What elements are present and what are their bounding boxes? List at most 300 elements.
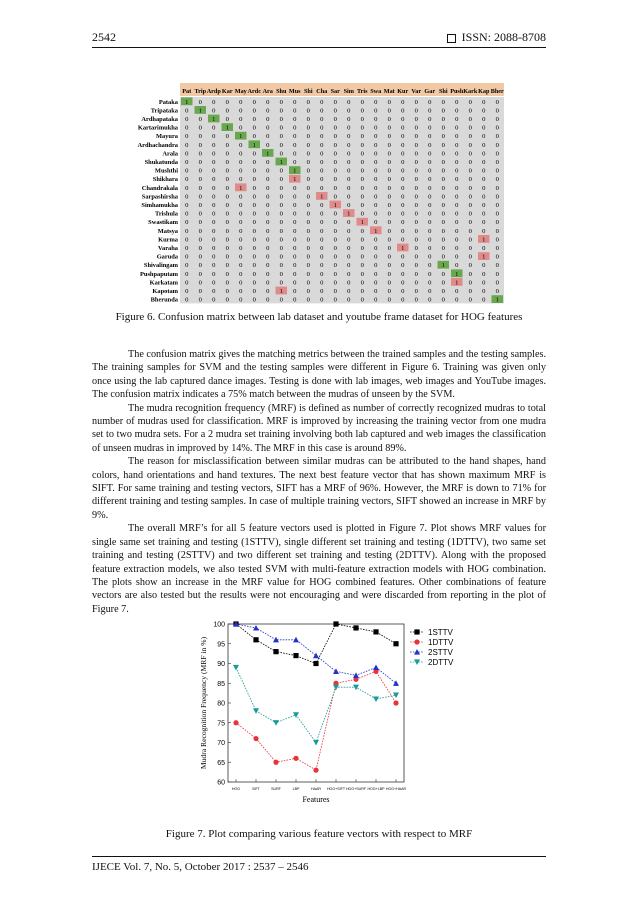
matrix-cell: 0 bbox=[293, 262, 297, 270]
matrix-cell: 0 bbox=[387, 98, 391, 106]
matrix-cell: 0 bbox=[495, 236, 499, 244]
y-tick-label: 65 bbox=[217, 759, 225, 767]
matrix-cell: 0 bbox=[320, 296, 324, 304]
matrix-cell: 0 bbox=[293, 98, 297, 106]
legend-label: 2DTTV bbox=[428, 658, 454, 667]
matrix-cell: 1 bbox=[482, 236, 486, 244]
matrix-cell: 0 bbox=[468, 167, 472, 175]
matrix-cell: 0 bbox=[212, 253, 216, 261]
matrix-cell: 0 bbox=[495, 219, 499, 227]
matrix-cell: 0 bbox=[185, 133, 189, 141]
matrix-cell: 0 bbox=[320, 184, 324, 192]
matrix-cell: 0 bbox=[482, 279, 486, 287]
data-point bbox=[393, 680, 399, 686]
matrix-cell: 0 bbox=[455, 167, 459, 175]
matrix-cell: 0 bbox=[333, 227, 337, 235]
matrix-cell: 0 bbox=[279, 296, 283, 304]
matrix-cell: 0 bbox=[185, 116, 189, 123]
matrix-cell: 0 bbox=[198, 98, 202, 106]
matrix-cell: 0 bbox=[441, 107, 445, 115]
column-label: Shi bbox=[303, 88, 313, 95]
y-tick-label: 60 bbox=[217, 779, 225, 787]
matrix-cell: 1 bbox=[239, 133, 243, 141]
matrix-cell: 0 bbox=[414, 270, 418, 278]
matrix-cell: 0 bbox=[333, 107, 337, 115]
matrix-cell: 0 bbox=[333, 176, 337, 184]
matrix-cell: 0 bbox=[185, 253, 189, 261]
matrix-cell: 0 bbox=[306, 270, 310, 278]
square-bullet-icon bbox=[447, 34, 456, 43]
matrix-cell: 0 bbox=[441, 98, 445, 106]
matrix-cell: 0 bbox=[495, 141, 499, 149]
matrix-cell: 0 bbox=[387, 296, 391, 304]
data-point bbox=[353, 685, 359, 691]
matrix-cell: 0 bbox=[441, 245, 445, 252]
matrix-cell: 0 bbox=[428, 288, 432, 295]
matrix-cell: 0 bbox=[428, 219, 432, 227]
matrix-cell: 0 bbox=[414, 245, 418, 252]
matrix-cell: 0 bbox=[468, 245, 472, 252]
matrix-cell: 0 bbox=[306, 184, 310, 192]
matrix-cell: 0 bbox=[428, 184, 432, 192]
matrix-cell: 0 bbox=[293, 288, 297, 295]
matrix-cell: 0 bbox=[374, 150, 378, 158]
matrix-cell: 0 bbox=[374, 184, 378, 192]
matrix-cell: 0 bbox=[482, 202, 486, 209]
legend-label: 1DTTV bbox=[428, 638, 454, 647]
matrix-cell: 0 bbox=[401, 227, 405, 235]
matrix-cell: 0 bbox=[185, 288, 189, 295]
matrix-cell: 0 bbox=[279, 202, 283, 209]
matrix-cell: 0 bbox=[266, 202, 270, 209]
matrix-cell: 0 bbox=[252, 167, 256, 175]
matrix-cell: 0 bbox=[225, 167, 229, 175]
matrix-cell: 0 bbox=[387, 227, 391, 235]
matrix-cell: 0 bbox=[293, 296, 297, 304]
matrix-cell: 0 bbox=[360, 141, 364, 149]
matrix-cell: 0 bbox=[414, 107, 418, 115]
paragraph-1: The confusion matrix gives the matching metrics between the trained samples and the testing samples. The training samples for SVM and the testing samples were different in Figure 6. Training was given only once using the lab captured dance images. Testing is done with lab images, web images and YouTube images. The confusion matrix indicates a 75% match between the mudras of unseen by the SVM. bbox=[92, 349, 546, 401]
data-point bbox=[373, 664, 379, 670]
matrix-cell: 0 bbox=[347, 176, 351, 184]
matrix-cell: 0 bbox=[495, 133, 499, 141]
matrix-cell: 0 bbox=[279, 116, 283, 123]
matrix-cell: 0 bbox=[279, 262, 283, 270]
matrix-cell: 0 bbox=[360, 167, 364, 175]
matrix-cell: 0 bbox=[320, 236, 324, 244]
matrix-cell: 0 bbox=[347, 150, 351, 158]
matrix-cell: 0 bbox=[414, 202, 418, 209]
matrix-cell: 0 bbox=[333, 150, 337, 158]
matrix-cell: 0 bbox=[293, 245, 297, 252]
matrix-cell: 0 bbox=[441, 159, 445, 166]
paragraph-2: The mudra recognition frequency (MRF) is defined as number of correctly recognized mudras to total number of mudras used for classification. MRF is improved by increasing the training vector from one mudra set to two mudra sets. For a 2 mudra set training involving both lab captured and web images the classification of unseen mudras in improved by 14%. The MRF in this case is around 89%. bbox=[92, 402, 546, 454]
matrix-cell: 0 bbox=[374, 141, 378, 149]
matrix-cell: 0 bbox=[387, 150, 391, 158]
matrix-cell: 0 bbox=[198, 210, 202, 218]
matrix-cell: 0 bbox=[212, 159, 216, 166]
matrix-cell: 0 bbox=[212, 262, 216, 270]
matrix-cell: 0 bbox=[320, 279, 324, 287]
matrix-cell: 0 bbox=[441, 184, 445, 192]
x-tick-label: HOG+LBP bbox=[367, 787, 385, 791]
y-tick-label: 85 bbox=[217, 680, 225, 688]
matrix-cell: 0 bbox=[252, 253, 256, 261]
matrix-cell: 0 bbox=[252, 279, 256, 287]
matrix-cell: 0 bbox=[441, 141, 445, 149]
matrix-cell: 0 bbox=[225, 193, 229, 201]
matrix-cell: 0 bbox=[455, 133, 459, 141]
matrix-cell: 0 bbox=[360, 202, 364, 209]
matrix-cell: 0 bbox=[360, 236, 364, 244]
matrix-cell: 0 bbox=[455, 288, 459, 295]
matrix-cell: 0 bbox=[428, 202, 432, 209]
matrix-cell: 1 bbox=[320, 193, 324, 201]
matrix-cell: 0 bbox=[320, 141, 324, 149]
matrix-cell: 0 bbox=[428, 253, 432, 261]
matrix-cell: 0 bbox=[374, 262, 378, 270]
column-label: Tris bbox=[356, 88, 368, 95]
matrix-cell: 0 bbox=[279, 184, 283, 192]
x-tick-label: HOG bbox=[231, 787, 241, 791]
matrix-cell: 0 bbox=[185, 210, 189, 218]
matrix-cell: 1 bbox=[482, 253, 486, 261]
series-2DTTV bbox=[233, 665, 399, 746]
matrix-cell: 0 bbox=[374, 270, 378, 278]
column-label: Sim bbox=[343, 88, 354, 95]
matrix-cell: 0 bbox=[455, 202, 459, 209]
footer-rule bbox=[92, 856, 546, 857]
matrix-cell: 0 bbox=[468, 193, 472, 201]
matrix-cell: 0 bbox=[468, 184, 472, 192]
matrix-cell: 0 bbox=[401, 219, 405, 227]
matrix-cell: 0 bbox=[387, 133, 391, 141]
matrix-cell: 0 bbox=[306, 167, 310, 175]
matrix-cell: 0 bbox=[252, 133, 256, 141]
matrix-cell: 0 bbox=[212, 124, 216, 132]
matrix-cell: 0 bbox=[252, 116, 256, 123]
column-label: Swa bbox=[370, 88, 382, 95]
matrix-cell: 0 bbox=[198, 270, 202, 278]
matrix-cell: 0 bbox=[293, 236, 297, 244]
matrix-cell: 0 bbox=[333, 141, 337, 149]
column-label: Pat bbox=[182, 88, 192, 95]
matrix-cell: 0 bbox=[225, 262, 229, 270]
matrix-cell: 0 bbox=[293, 116, 297, 123]
matrix-cell: 0 bbox=[266, 167, 270, 175]
matrix-cell: 0 bbox=[239, 107, 243, 115]
matrix-cell: 0 bbox=[441, 202, 445, 209]
matrix-cell: 0 bbox=[333, 210, 337, 218]
matrix-cell: 0 bbox=[279, 245, 283, 252]
matrix-cell: 0 bbox=[293, 210, 297, 218]
matrix-cell: 0 bbox=[468, 141, 472, 149]
matrix-cell: 0 bbox=[279, 279, 283, 287]
matrix-cell: 0 bbox=[441, 219, 445, 227]
matrix-cell: 0 bbox=[185, 219, 189, 227]
matrix-cell: 0 bbox=[441, 176, 445, 184]
matrix-cell: 0 bbox=[495, 202, 499, 209]
row-label: Mushthi bbox=[154, 167, 178, 175]
row-label: Swastikam bbox=[148, 219, 178, 227]
x-tick-label: LBP bbox=[292, 787, 300, 791]
matrix-cell: 0 bbox=[225, 150, 229, 158]
matrix-cell: 0 bbox=[374, 253, 378, 261]
matrix-cell: 0 bbox=[239, 210, 243, 218]
matrix-cell: 0 bbox=[401, 133, 405, 141]
matrix-cell: 1 bbox=[225, 124, 229, 132]
row-label: Pushpaputam bbox=[139, 270, 178, 278]
matrix-cell: 0 bbox=[428, 133, 432, 141]
matrix-cell: 0 bbox=[387, 116, 391, 123]
matrix-cell: 0 bbox=[293, 279, 297, 287]
matrix-cell: 0 bbox=[468, 219, 472, 227]
matrix-cell: 0 bbox=[198, 141, 202, 149]
matrix-cell: 0 bbox=[441, 133, 445, 141]
matrix-cell: 1 bbox=[374, 227, 378, 235]
matrix-cell: 0 bbox=[468, 202, 472, 209]
matrix-cell: 0 bbox=[225, 219, 229, 227]
matrix-cell: 0 bbox=[441, 193, 445, 201]
matrix-cell: 0 bbox=[428, 227, 432, 235]
matrix-cell: 0 bbox=[320, 253, 324, 261]
matrix-cell: 0 bbox=[374, 210, 378, 218]
x-tick-label: HAAR bbox=[311, 787, 321, 791]
matrix-cell: 0 bbox=[306, 98, 310, 106]
matrix-cell: 0 bbox=[414, 227, 418, 235]
data-point bbox=[414, 639, 419, 644]
matrix-cell: 0 bbox=[279, 210, 283, 218]
matrix-cell: 0 bbox=[428, 236, 432, 244]
matrix-cell: 0 bbox=[225, 270, 229, 278]
matrix-cell: 0 bbox=[374, 167, 378, 175]
matrix-cell: 0 bbox=[455, 253, 459, 261]
matrix-cell: 0 bbox=[387, 253, 391, 261]
matrix-cell: 0 bbox=[306, 150, 310, 158]
matrix-cell: 0 bbox=[387, 236, 391, 244]
matrix-cell: 0 bbox=[266, 262, 270, 270]
matrix-cell: 0 bbox=[468, 98, 472, 106]
matrix-cell: 0 bbox=[360, 253, 364, 261]
matrix-cell: 0 bbox=[306, 133, 310, 141]
data-point bbox=[253, 637, 258, 642]
row-label: Tripataka bbox=[150, 107, 178, 115]
row-label: Garuda bbox=[156, 253, 178, 261]
matrix-cell: 0 bbox=[347, 296, 351, 304]
matrix-cell: 0 bbox=[333, 116, 337, 123]
matrix-cell: 1 bbox=[347, 210, 351, 218]
y-tick-label: 100 bbox=[213, 621, 225, 629]
matrix-cell: 0 bbox=[225, 288, 229, 295]
matrix-cell: 0 bbox=[455, 150, 459, 158]
matrix-cell: 0 bbox=[266, 288, 270, 295]
matrix-cell: 0 bbox=[185, 202, 189, 209]
matrix-cell: 0 bbox=[198, 288, 202, 295]
matrix-cell: 0 bbox=[401, 262, 405, 270]
matrix-cell: 0 bbox=[212, 150, 216, 158]
matrix-cell: 0 bbox=[198, 219, 202, 227]
paragraph-3: The reason for misclassification between similar mudras can be attributed to the hand shapes, hand colors, hand orientations and hand textures. The next best feature vector that has shown maximum MRF is SIFT. For same training and testing vectors, SIFT has a MRF of 96%. However, the MRF is down to 71% for different training and testing samples. In case of multiple training vectors, SIFT showed an increase in MRF by 9%. bbox=[92, 456, 546, 521]
matrix-cell: 0 bbox=[468, 296, 472, 304]
matrix-cell: 0 bbox=[252, 150, 256, 158]
matrix-cell: 0 bbox=[266, 253, 270, 261]
matrix-cell: 0 bbox=[333, 296, 337, 304]
matrix-cell: 0 bbox=[387, 270, 391, 278]
matrix-cell: 0 bbox=[212, 98, 216, 106]
matrix-cell: 0 bbox=[185, 159, 189, 166]
matrix-cell: 0 bbox=[347, 288, 351, 295]
column-label: Bher bbox=[490, 88, 504, 95]
column-label: Mus bbox=[288, 88, 301, 95]
matrix-cell: 0 bbox=[482, 116, 486, 123]
matrix-cell: 0 bbox=[266, 159, 270, 166]
matrix-cell: 0 bbox=[414, 193, 418, 201]
matrix-cell: 0 bbox=[495, 98, 499, 106]
matrix-cell: 0 bbox=[347, 193, 351, 201]
data-point bbox=[373, 696, 379, 702]
matrix-cell: 0 bbox=[185, 227, 189, 235]
matrix-cell: 0 bbox=[225, 210, 229, 218]
matrix-cell: 0 bbox=[495, 107, 499, 115]
matrix-cell: 0 bbox=[320, 227, 324, 235]
matrix-cell: 0 bbox=[414, 219, 418, 227]
matrix-cell: 0 bbox=[225, 98, 229, 106]
matrix-cell: 0 bbox=[252, 288, 256, 295]
matrix-cell: 0 bbox=[495, 270, 499, 278]
matrix-cell: 0 bbox=[252, 176, 256, 184]
paragraph-4: The overall MRF’s for all 5 feature vectors used is plotted in Figure 7. Plot shows MRF values for single same set training and testing (1STTV), single different set training and testing (1DTTV), two same set training and testing (2STTV) and two different set training and testing (2DTTV). Along with the proposed feature extraction models, we also tested SVM with multi-feature extraction models with HOG combination. The plots show an increase in the MRF value for HOG combined features. Other combinations of feature vectors are also tested but the results were not encouraging and were discarded from reporting in the plot of Figure 7. bbox=[92, 523, 546, 615]
matrix-cell: 0 bbox=[495, 124, 499, 132]
matrix-cell: 0 bbox=[185, 124, 189, 132]
matrix-cell: 0 bbox=[320, 176, 324, 184]
matrix-cell: 0 bbox=[414, 184, 418, 192]
y-axis-label: Mudra Recognition Frequency (MRF in %) bbox=[199, 636, 208, 770]
matrix-cell: 0 bbox=[495, 279, 499, 287]
matrix-cell: 0 bbox=[387, 159, 391, 166]
matrix-cell: 0 bbox=[306, 262, 310, 270]
data-point bbox=[373, 629, 378, 634]
matrix-cell: 0 bbox=[239, 245, 243, 252]
matrix-cell: 0 bbox=[347, 245, 351, 252]
matrix-cell: 0 bbox=[360, 296, 364, 304]
matrix-cell: 0 bbox=[320, 116, 324, 123]
matrix-cell: 0 bbox=[212, 202, 216, 209]
matrix-cell: 0 bbox=[320, 202, 324, 209]
matrix-cell: 0 bbox=[198, 227, 202, 235]
matrix-cell: 0 bbox=[239, 141, 243, 149]
matrix-cell: 0 bbox=[293, 193, 297, 201]
matrix-cell: 0 bbox=[225, 141, 229, 149]
matrix-cell: 0 bbox=[455, 116, 459, 123]
confusion-matrix bbox=[124, 83, 516, 313]
matrix-cell: 0 bbox=[212, 193, 216, 201]
matrix-cell: 0 bbox=[239, 116, 243, 123]
matrix-cell: 0 bbox=[225, 159, 229, 166]
matrix-cell: 0 bbox=[428, 116, 432, 123]
matrix-cell: 0 bbox=[333, 193, 337, 201]
matrix-cell: 0 bbox=[428, 270, 432, 278]
x-tick-label: HOG+HAAR bbox=[385, 787, 407, 791]
matrix-cell: 0 bbox=[387, 210, 391, 218]
matrix-cell: 0 bbox=[455, 141, 459, 149]
matrix-cell: 0 bbox=[212, 107, 216, 115]
matrix-cell: 0 bbox=[441, 167, 445, 175]
series-line bbox=[236, 667, 396, 742]
matrix-cell: 0 bbox=[252, 227, 256, 235]
matrix-cell: 0 bbox=[306, 193, 310, 201]
matrix-cell: 0 bbox=[482, 219, 486, 227]
matrix-cell: 0 bbox=[239, 262, 243, 270]
matrix-cell: 0 bbox=[239, 219, 243, 227]
matrix-cell: 0 bbox=[347, 167, 351, 175]
matrix-cell: 0 bbox=[225, 184, 229, 192]
matrix-cell: 0 bbox=[198, 253, 202, 261]
matrix-cell: 0 bbox=[185, 193, 189, 201]
matrix-cell: 0 bbox=[347, 133, 351, 141]
matrix-cell: 0 bbox=[387, 245, 391, 252]
issn bbox=[447, 30, 546, 45]
matrix-cell: 0 bbox=[185, 236, 189, 244]
matrix-cell: 0 bbox=[428, 150, 432, 158]
matrix-cell: 0 bbox=[482, 107, 486, 115]
matrix-cell: 0 bbox=[212, 133, 216, 141]
matrix-cell: 0 bbox=[360, 107, 364, 115]
matrix-cell: 0 bbox=[347, 184, 351, 192]
matrix-cell: 0 bbox=[401, 279, 405, 287]
matrix-cell: 0 bbox=[495, 159, 499, 166]
matrix-cell: 0 bbox=[306, 219, 310, 227]
matrix-cell: 1 bbox=[239, 184, 243, 192]
matrix-cell: 0 bbox=[347, 107, 351, 115]
matrix-cell: 0 bbox=[266, 133, 270, 141]
matrix-cell: 0 bbox=[239, 167, 243, 175]
row-label: Arala bbox=[162, 150, 178, 158]
matrix-cell: 0 bbox=[401, 210, 405, 218]
row-label: Shivalingam bbox=[143, 262, 178, 270]
matrix-cell: 0 bbox=[401, 116, 405, 123]
matrix-cell: 0 bbox=[198, 245, 202, 252]
matrix-cell: 0 bbox=[482, 296, 486, 304]
matrix-cell: 0 bbox=[239, 296, 243, 304]
matrix-cell: 0 bbox=[495, 288, 499, 295]
matrix-cell: 0 bbox=[185, 279, 189, 287]
matrix-cell: 0 bbox=[401, 253, 405, 261]
matrix-cell: 0 bbox=[441, 270, 445, 278]
matrix-cell: 0 bbox=[495, 227, 499, 235]
matrix-cell: 0 bbox=[360, 98, 364, 106]
matrix-cell: 0 bbox=[293, 227, 297, 235]
row-label: Shukatunda bbox=[144, 159, 178, 166]
data-point bbox=[393, 641, 398, 646]
matrix-cell: 0 bbox=[252, 219, 256, 227]
matrix-cell: 0 bbox=[347, 219, 351, 227]
matrix-cell: 0 bbox=[441, 236, 445, 244]
matrix-cell: 0 bbox=[428, 245, 432, 252]
matrix-cell: 0 bbox=[212, 167, 216, 175]
matrix-cell: 0 bbox=[212, 219, 216, 227]
matrix-cell: 0 bbox=[198, 176, 202, 184]
matrix-cell: 0 bbox=[198, 124, 202, 132]
matrix-cell: 0 bbox=[333, 98, 337, 106]
journal-footer: IJECE Vol. 7, No. 5, October 2017 : 2537 – 2546 bbox=[92, 861, 309, 873]
matrix-cell: 0 bbox=[320, 288, 324, 295]
matrix-cell: 0 bbox=[428, 98, 432, 106]
matrix-cell: 0 bbox=[225, 133, 229, 141]
matrix-cell: 0 bbox=[482, 193, 486, 201]
matrix-cell: 0 bbox=[414, 262, 418, 270]
matrix-cell: 0 bbox=[266, 176, 270, 184]
matrix-cell: 1 bbox=[441, 262, 445, 270]
